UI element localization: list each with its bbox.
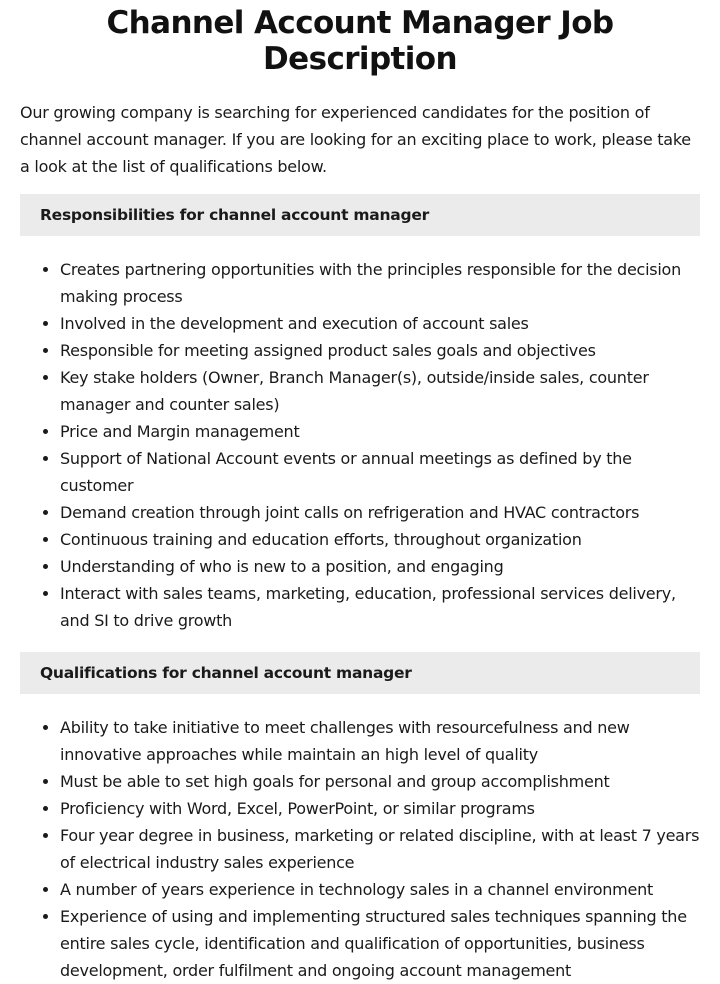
qualifications-heading: Qualifications for channel account manager [20, 652, 700, 694]
list-item: • Understanding of who is new to a position, and engaging [60, 553, 700, 580]
responsibilities-heading: Responsibilities for channel account manager [20, 194, 700, 236]
list-item: • Creates partnering opportunities with the principles responsible for the decision making process [60, 256, 700, 310]
list-item: • Responsible for meeting assigned product sales goals and objectives [60, 337, 700, 364]
list-item: • Ability to take initiative to meet challenges with resourcefulness and new innovative approaches while maintain an high level of quality [60, 714, 700, 768]
list-item: • Demand creation through joint calls on refrigeration and HVAC contractors [60, 499, 700, 526]
list-item: • Price and Margin management [60, 418, 700, 445]
list-item: • Continuous training and education efforts, throughout organization [60, 526, 700, 553]
list-item: • Key stake holders (Owner, Branch Manager(s), outside/inside sales, counter manager and counter sales) [60, 364, 700, 418]
qualifications-section [20, 652, 700, 984]
list-item: • Must be able to set high goals for personal and group accomplishment [60, 768, 700, 795]
list-item: • Proficiency with Word, Excel, PowerPoint, or similar programs [60, 795, 700, 822]
responsibilities-section [20, 194, 700, 634]
list-item: • Interact with sales teams, marketing, education, professional services delivery, and SI to drive growth [60, 580, 700, 634]
list-item: • Experience of using and implementing structured sales techniques spanning the entire sales cycle, identification and qualification of opportunities, business development, order fulfilment and ongoing account management [60, 903, 700, 984]
list-item: • Involved in the development and execution of account sales [60, 310, 700, 337]
intro-paragraph: Our growing company is searching for experienced candidates for the position of channel account manager. If you are looking for an exciting place to work, please take a look at the list of qualifications below. [20, 103, 691, 176]
responsibilities-list [20, 256, 700, 634]
list-item: • Support of National Account events or annual meetings as defined by the customer [60, 445, 700, 499]
list-item: • Four year degree in business, marketing or related discipline, with at least 7 years of electrical industry sales experience [60, 822, 700, 876]
list-item: • A number of years experience in technology sales in a channel environment [60, 876, 700, 903]
qualifications-list [20, 714, 700, 984]
page-title: Channel Account Manager Job Description [106, 5, 614, 77]
